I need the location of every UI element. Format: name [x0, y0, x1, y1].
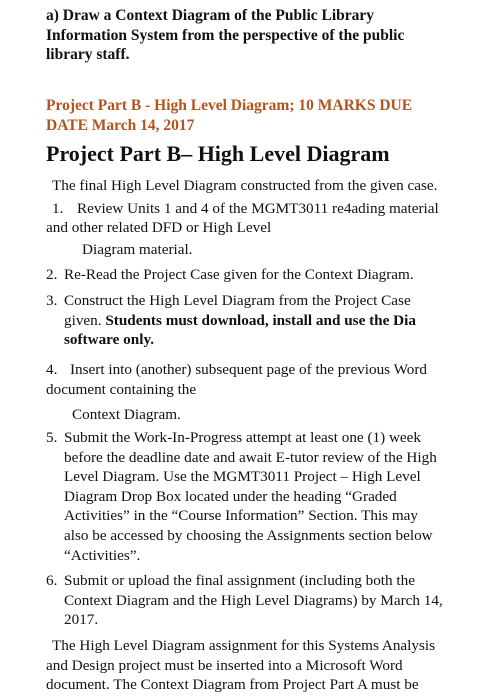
list-text: Construct the High Level Diagram from the Project Case	[64, 292, 411, 309]
list-text: also be accessed by choosing the Assignments section below	[64, 526, 433, 544]
list-text: Context Diagram and the High Level Diagrams) by March 14,	[64, 591, 443, 609]
question-line: library staff.	[46, 46, 130, 63]
list-text: before the deadline date and await E-tutor review of the High	[64, 448, 437, 466]
list-number: 4.	[46, 361, 58, 378]
project-header	[46, 96, 466, 135]
intro-paragraph: The final High Level Diagram constructed from the given case.	[52, 177, 438, 194]
list-number: 6.	[46, 572, 58, 589]
closing-line: and Design project must be inserted into a Microsoft Word	[46, 656, 403, 674]
list-text: “Activities”.	[64, 546, 141, 564]
question-line: a) Draw a Context Diagram of the Public Library	[46, 7, 375, 24]
list-text-bold: software only.	[64, 331, 154, 349]
list-text: Insert into (another) subsequent page of the previous Word	[69, 361, 427, 378]
list-text: given.	[64, 311, 106, 329]
list-text: Submit or upload the final assignment (including both the	[64, 572, 415, 589]
closing-paragraph	[46, 636, 486, 695]
closing-line: document. The Context Diagram from Project Part A must be	[46, 676, 419, 694]
list-number: 3.	[46, 292, 58, 309]
list-item-4-cont: Context Diagram.	[72, 406, 181, 423]
list-text: Activities” in the “Course Information” Section. This may	[64, 507, 419, 525]
list-text: Diagram Drop Box located under the heading “Graded	[64, 487, 397, 505]
list-number: 5.	[46, 429, 58, 446]
list-item-1-cont: and other related DFD or High Level	[46, 219, 272, 236]
list-item-1	[52, 199, 439, 219]
list-text: Review Units 1 and 4 of the MGMT3011 re4ading material	[76, 200, 439, 217]
list-text-line	[64, 311, 484, 331]
question-line: Information System from the perspective of the public	[46, 26, 405, 44]
list-item-1-cont: Diagram material.	[82, 241, 193, 258]
list-item-4	[46, 360, 427, 380]
page-title: Project Part B– High Level Diagram	[46, 141, 390, 166]
project-header-line: DATE March 14, 2017	[46, 116, 195, 134]
project-header-line: Project Part B - High Level Diagram; 10 MARKS DUE	[46, 97, 413, 114]
closing-line: The High Level Diagram assignment for this Systems Analysis	[52, 637, 436, 654]
list-text: Re-Read the Project Case given for the Context Diagram.	[64, 266, 414, 283]
list-item-4-cont: document containing the	[46, 381, 197, 398]
list-text: Submit the Work-In-Progress attempt at least one (1) week	[64, 429, 422, 446]
list-text: Level Diagram. Use the MGMT3011 Project – High Level	[64, 468, 421, 486]
list-number: 2.	[46, 266, 58, 283]
list-text: 2017.	[64, 611, 99, 629]
question-text	[46, 6, 466, 65]
list-number: 1.	[52, 200, 64, 217]
list-text-bold: Students must download, install and use the Dia	[105, 311, 416, 329]
